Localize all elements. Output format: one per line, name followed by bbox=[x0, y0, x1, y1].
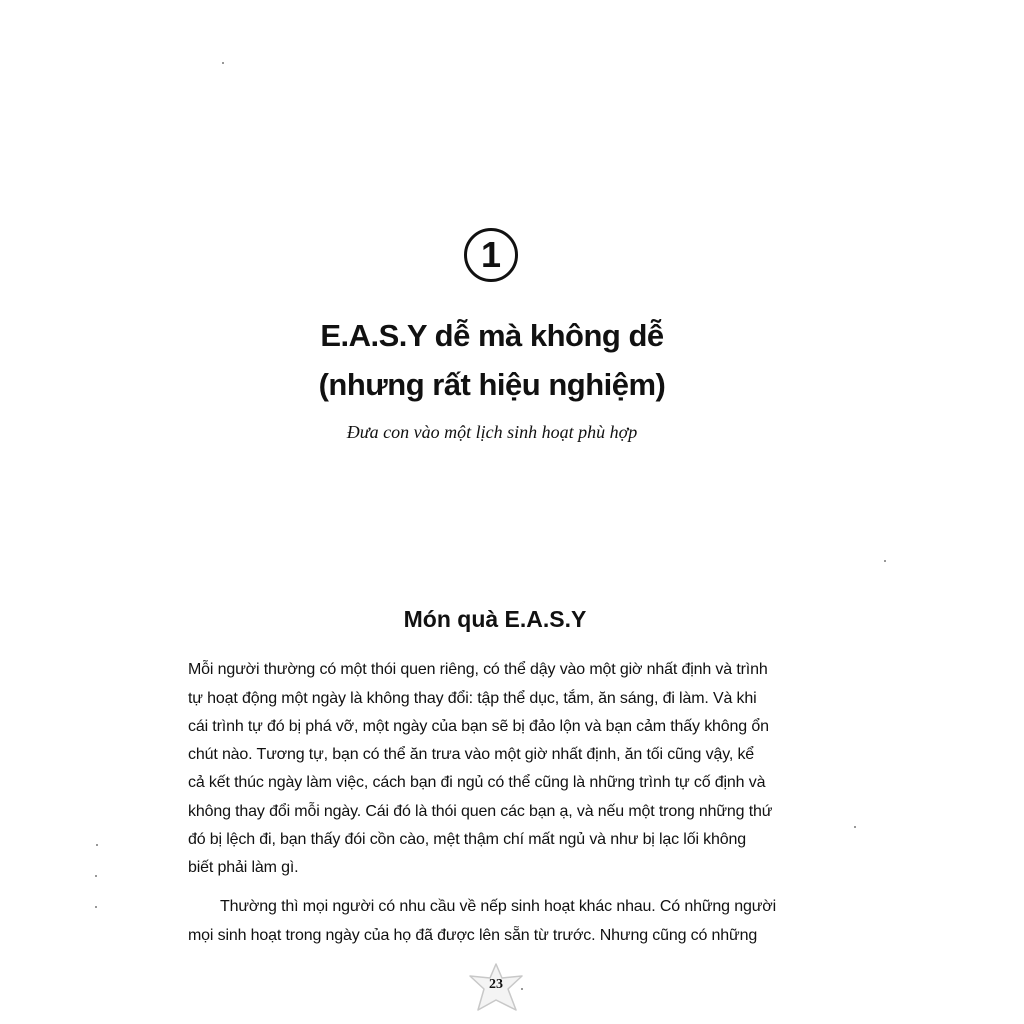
body-line: cả kết thúc ngày làm việc, cách bạn đi ngủ có thể cũng là những trình tự cố định và bbox=[188, 774, 766, 791]
body-line: Thường thì mọi người có nhu cầu về nếp sinh hoạt khác nhau. Có những người bbox=[220, 898, 777, 915]
scan-speck bbox=[884, 560, 886, 562]
chapter-subtitle: Đưa con vào một lịch sinh hoạt phù hợp bbox=[346, 422, 638, 442]
scan-speck bbox=[96, 844, 98, 846]
section-heading: Món quà E.A.S.Y bbox=[403, 606, 587, 632]
body-line: không thay đổi mỗi ngày. Cái đó là thói quen các bạn ạ, và nếu một trong những thứ bbox=[188, 803, 773, 820]
chapter-title-line-2: (nhưng rất hiệu nghiệm) bbox=[318, 367, 666, 402]
body-line: cái trình tự đó bị phá vỡ, một ngày của bạn sẽ bị đảo lộn và bạn cảm thấy không ổn bbox=[188, 718, 769, 735]
body-line: biết phải làm gì. bbox=[188, 859, 299, 876]
body-line: đó bị lệch đi, bạn thấy đói cồn cào, mệt thậm chí mất ngủ và như bị lạc lối không bbox=[188, 831, 747, 848]
body-line: tự hoạt động một ngày là không thay đổi: tập thể dục, tắm, ăn sáng, đi làm. Và khi bbox=[188, 690, 757, 707]
scan-speck bbox=[95, 906, 97, 908]
scan-speck bbox=[95, 875, 97, 877]
page-number: 23 bbox=[489, 977, 503, 992]
chapter-number-badge: 1 bbox=[464, 228, 518, 282]
chapter-title-line-1: E.A.S.Y dễ mà không dễ bbox=[320, 318, 664, 353]
body-line: Mỗi người thường có một thói quen riêng, có thể dậy vào một giờ nhất định và trình bbox=[188, 661, 768, 678]
body-line: chút nào. Tương tự, bạn có thể ăn trưa vào một giờ nhất định, ăn tối cũng vậy, kể bbox=[188, 746, 755, 763]
scan-speck bbox=[521, 988, 523, 990]
scan-speck bbox=[222, 62, 224, 64]
scan-speck bbox=[854, 826, 856, 828]
body-line: mọi sinh hoạt trong ngày của họ đã được lên sẵn từ trước. Nhưng cũng có những bbox=[188, 927, 758, 944]
